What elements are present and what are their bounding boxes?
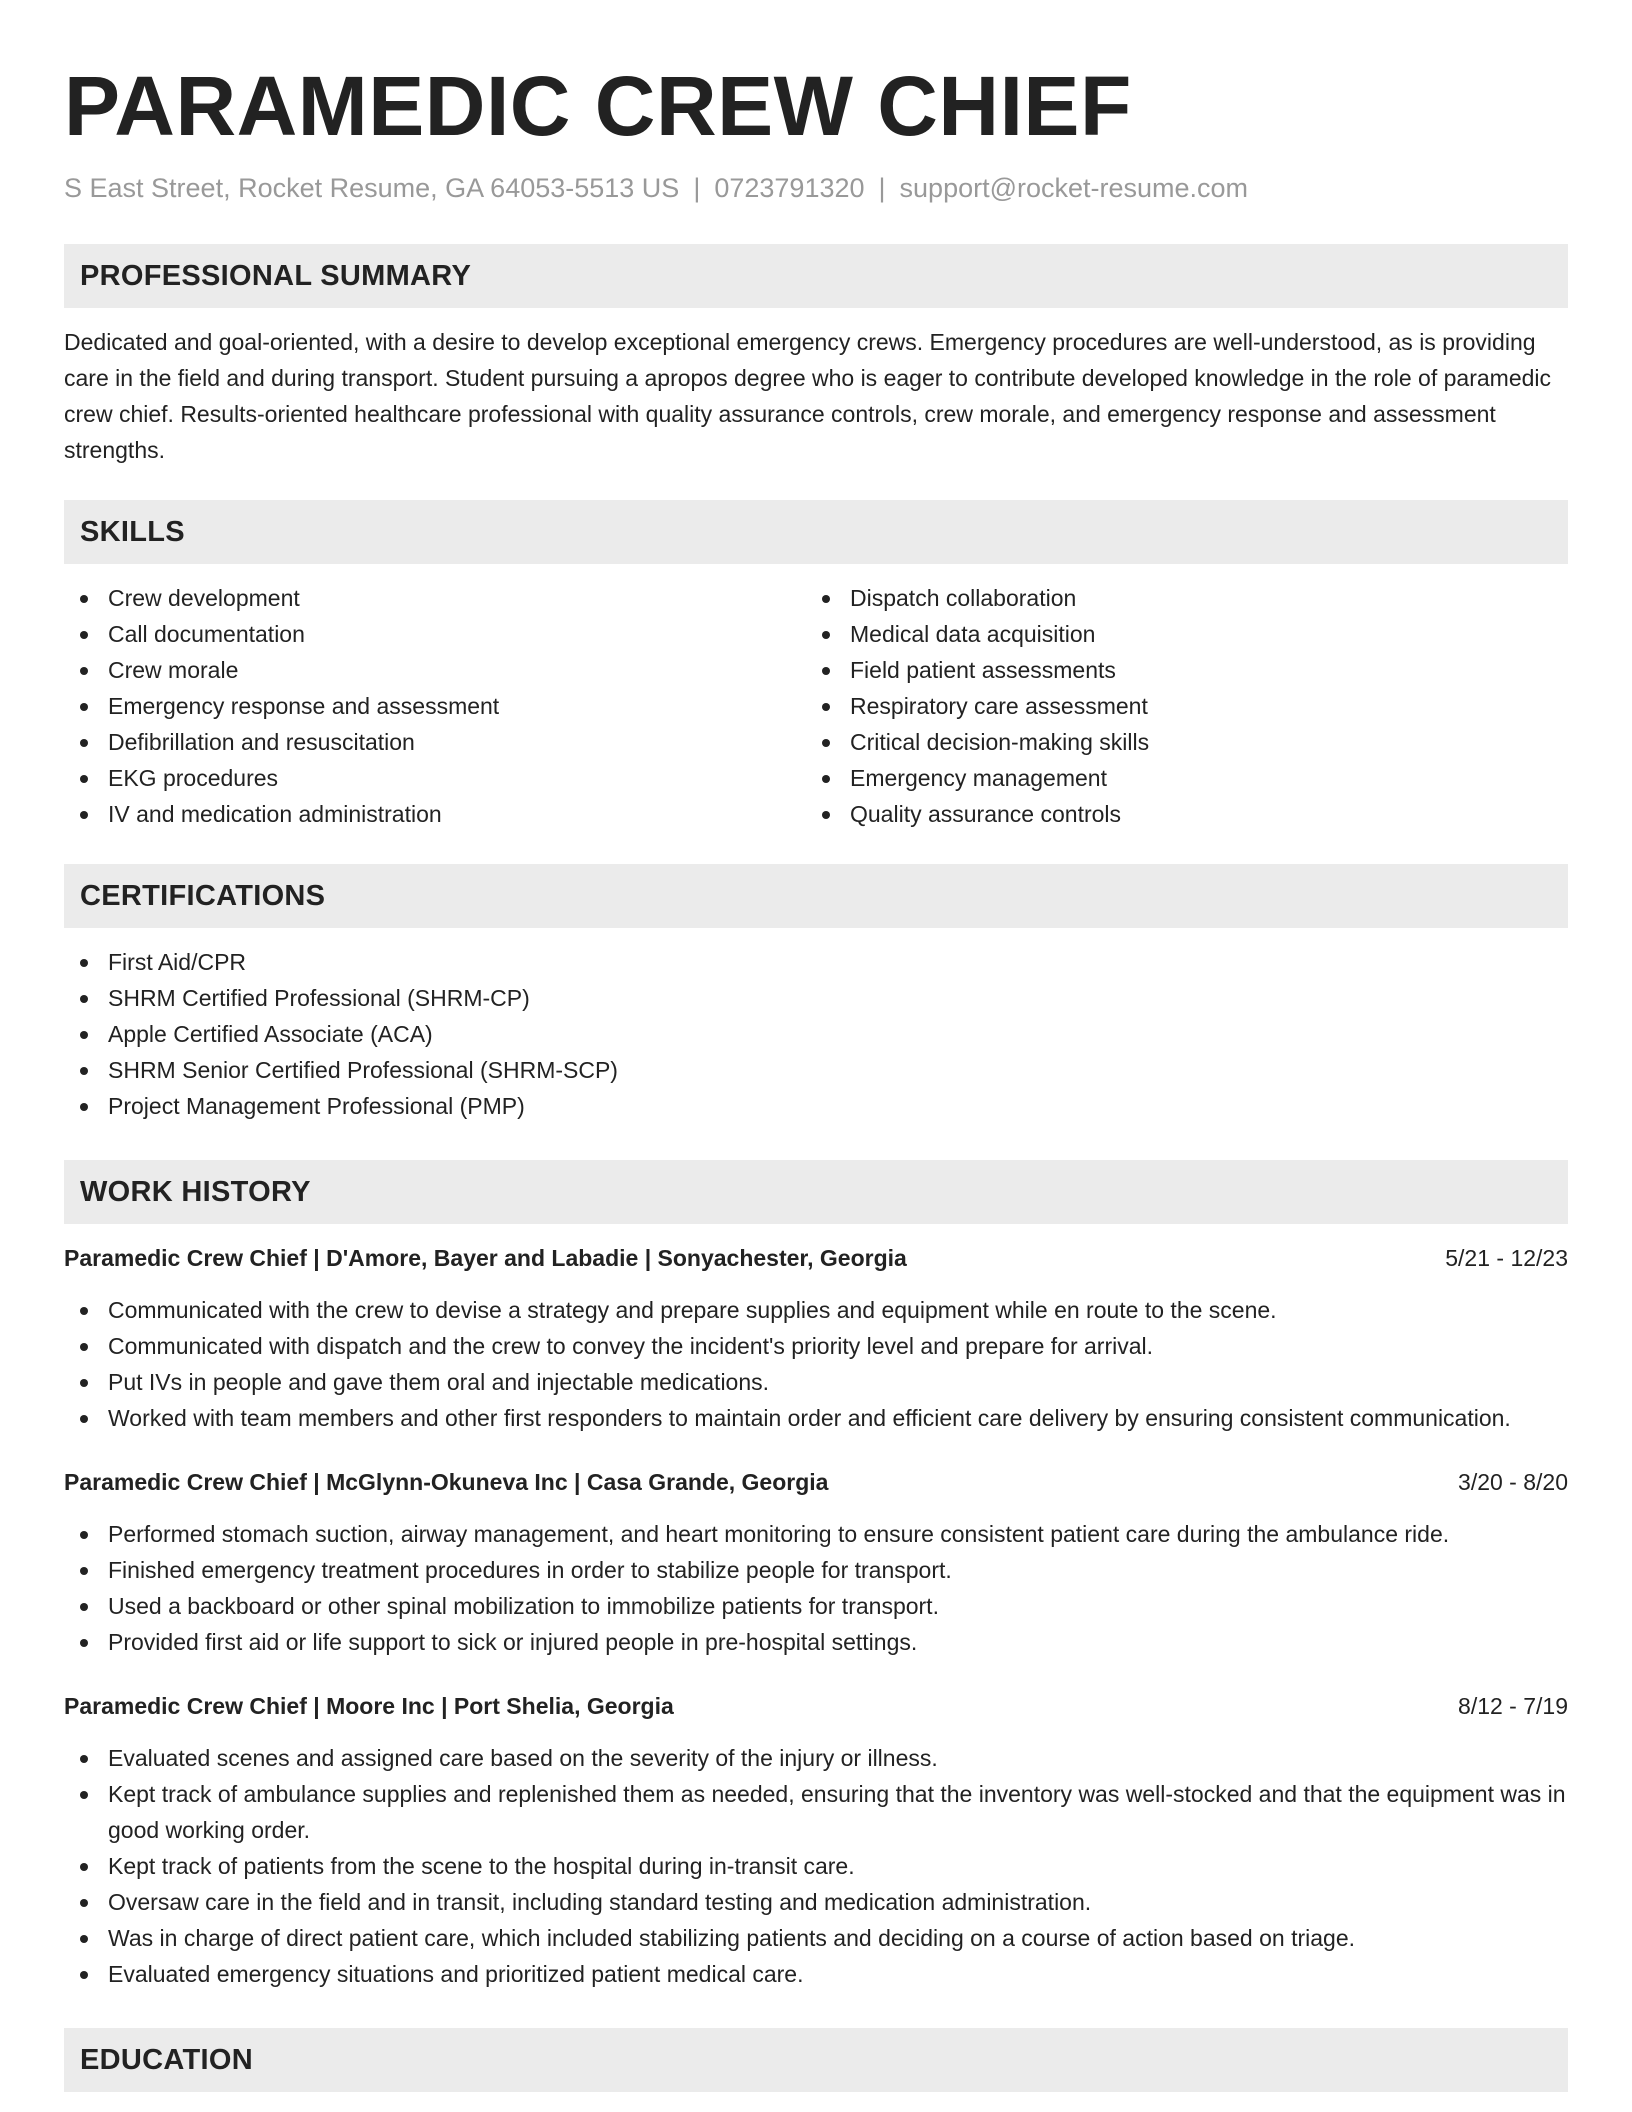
- skills-list-left: [64, 580, 806, 832]
- section-header-skills: SKILLS: [64, 500, 1568, 564]
- contact-phone: 0723791320: [714, 173, 865, 203]
- certifications-list: [64, 944, 1568, 1124]
- certification-item: First Aid/CPR: [64, 944, 1568, 980]
- skill-item: Medical data acquisition: [806, 616, 1548, 652]
- skill-item: Emergency management: [806, 760, 1548, 796]
- job-bullet: Kept track of patients from the scene to the hospital during in-transit care.: [64, 1848, 1568, 1884]
- skill-item: Crew development: [64, 580, 806, 616]
- job-title: Paramedic Crew Chief | Moore Inc | Port Shelia, Georgia: [64, 1693, 674, 1719]
- job-bullet: Worked with team members and other first responders to maintain order and efficient care delivery by ensuring consistent communication.: [64, 1400, 1568, 1436]
- resume-name: PARAMEDIC CREW CHIEF: [64, 59, 1132, 153]
- skills-list-right: [806, 580, 1548, 832]
- skill-item: Emergency response and assessment: [64, 688, 806, 724]
- skill-item: IV and medication administration: [64, 796, 806, 832]
- job-header: [64, 1464, 1568, 1500]
- job-dates: 5/21 - 12/23: [1445, 1245, 1568, 1271]
- skill-item: Critical decision-making skills: [806, 724, 1548, 760]
- job-entry: [64, 1688, 1568, 1992]
- job-bullet: Performed stomach suction, airway management, and heart monitoring to ensure consistent patient care during the ambulance ride.: [64, 1516, 1568, 1552]
- job-bullet: Used a backboard or other spinal mobilization to immobilize patients for transport.: [64, 1588, 1568, 1624]
- job-bullets: [64, 1292, 1568, 1436]
- job-dates: 8/12 - 7/19: [1458, 1693, 1568, 1719]
- job-title: Paramedic Crew Chief | McGlynn-Okuneva Inc | Casa Grande, Georgia: [64, 1469, 829, 1495]
- job-bullet: Finished emergency treatment procedures in order to stabilize people for transport.: [64, 1552, 1568, 1588]
- skill-item: Call documentation: [64, 616, 806, 652]
- job-entry: [64, 1464, 1568, 1660]
- job-bullets: [64, 1740, 1568, 1992]
- job-dates: 3/20 - 8/20: [1458, 1469, 1568, 1495]
- job-bullet: Evaluated emergency situations and prioritized patient medical care.: [64, 1956, 1568, 1992]
- section-header-certifications: CERTIFICATIONS: [64, 864, 1568, 928]
- contact-separator: |: [878, 173, 886, 203]
- section-header-work-history: WORK HISTORY: [64, 1160, 1568, 1224]
- summary-text: Dedicated and goal-oriented, with a desire to develop exceptional emergency crews. Emergency procedures are well-understood, as is providing care in the field and during transport. Student pursuing a apropos degree who is eager to contribute developed knowledge in the role of paramedic crew chief. Results-oriented healthcare professional with quality assurance controls, crew morale, and emergency response and assessment strengths.: [64, 329, 1552, 463]
- certification-item: SHRM Certified Professional (SHRM-CP): [64, 980, 1568, 1016]
- job-bullet: Evaluated scenes and assigned care based on the severity of the injury or illness.: [64, 1740, 1568, 1776]
- skill-item: EKG procedures: [64, 760, 806, 796]
- skill-item: Crew morale: [64, 652, 806, 688]
- skill-item: Field patient assessments: [806, 652, 1548, 688]
- contact-line: [64, 172, 1568, 204]
- job-entry: [64, 1240, 1568, 1436]
- skill-item: Dispatch collaboration: [806, 580, 1548, 616]
- job-bullets: [64, 1516, 1568, 1660]
- skills-grid: [64, 580, 1568, 832]
- certification-item: SHRM Senior Certified Professional (SHRM-SCP): [64, 1052, 1568, 1088]
- job-header: [64, 1240, 1568, 1276]
- job-bullet: Communicated with the crew to devise a strategy and prepare supplies and equipment while en route to the scene.: [64, 1292, 1568, 1328]
- section-header-education: EDUCATION: [64, 2028, 1568, 2092]
- certification-item: Apple Certified Associate (ACA): [64, 1016, 1568, 1052]
- job-bullet: Put IVs in people and gave them oral and injectable medications.: [64, 1364, 1568, 1400]
- job-bullet: Was in charge of direct patient care, which included stabilizing patients and deciding on a course of action based on triage.: [64, 1920, 1568, 1956]
- job-bullet: Provided first aid or life support to sick or injured people in pre-hospital settings.: [64, 1624, 1568, 1660]
- section-header-summary: PROFESSIONAL SUMMARY: [64, 244, 1568, 308]
- contact-address: S East Street, Rocket Resume, GA 64053-5513 US: [64, 173, 680, 203]
- resume-page: [64, 0, 1568, 2092]
- skill-item: Quality assurance controls: [806, 796, 1548, 832]
- job-bullet: Communicated with dispatch and the crew to convey the incident's priority level and prepare for arrival.: [64, 1328, 1568, 1364]
- job-bullet: Oversaw care in the field and in transit, including standard testing and medication administration.: [64, 1884, 1568, 1920]
- job-title: Paramedic Crew Chief | D'Amore, Bayer and Labadie | Sonyachester, Georgia: [64, 1245, 907, 1271]
- job-header: [64, 1688, 1568, 1724]
- contact-separator: |: [693, 173, 701, 203]
- certification-item: Project Management Professional (PMP): [64, 1088, 1568, 1124]
- skill-item: Defibrillation and resuscitation: [64, 724, 806, 760]
- contact-email: support@rocket-resume.com: [899, 173, 1249, 203]
- job-bullet: Kept track of ambulance supplies and replenished them as needed, ensuring that the inventory was well-stocked and that the equipment was in good working order.: [64, 1776, 1568, 1848]
- skill-item: Respiratory care assessment: [806, 688, 1548, 724]
